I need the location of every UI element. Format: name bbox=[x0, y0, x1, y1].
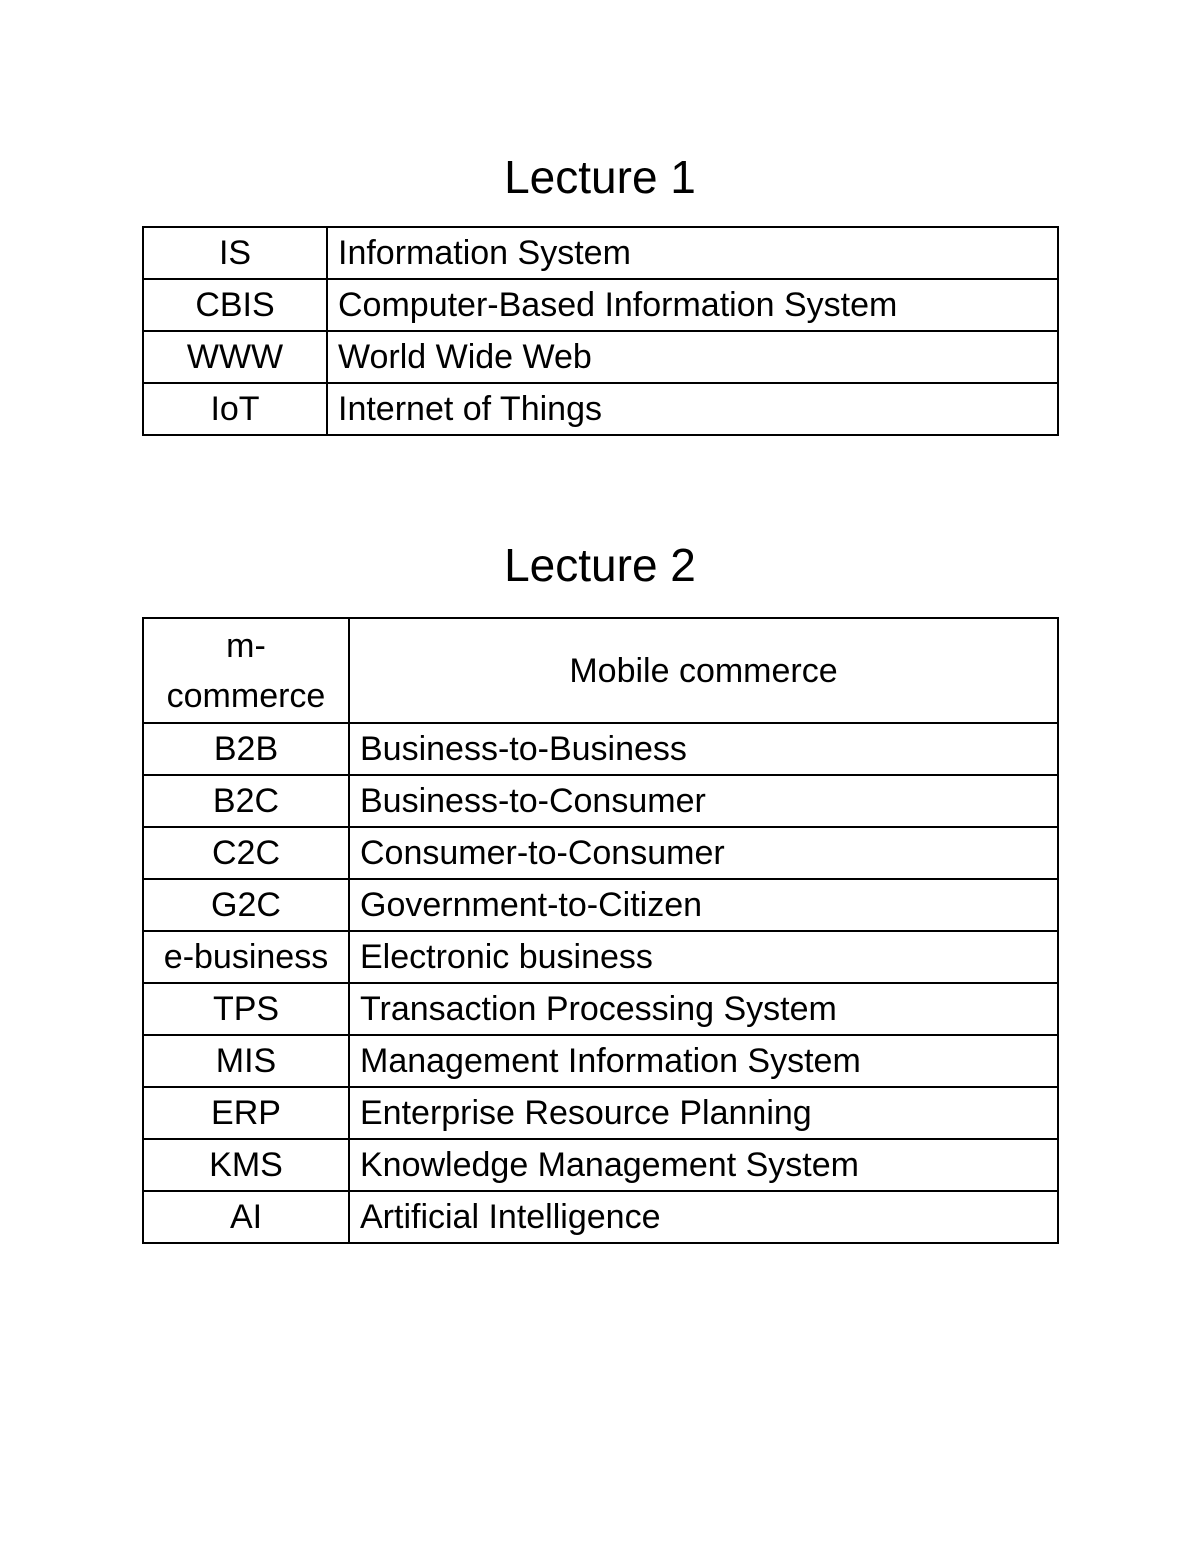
meaning-cell: Transaction Processing System bbox=[349, 983, 1058, 1035]
table-row bbox=[143, 279, 1058, 331]
meaning-cell: Information System bbox=[327, 227, 1058, 279]
meaning-cell: Business-to-Business bbox=[349, 723, 1058, 775]
abbreviation-cell: C2C bbox=[143, 827, 349, 879]
meaning-cell: Mobile commerce bbox=[349, 618, 1058, 723]
abbreviation-cell: B2B bbox=[143, 723, 349, 775]
meaning-cell: Artificial Intelligence bbox=[349, 1191, 1058, 1243]
meaning-cell: Management Information System bbox=[349, 1035, 1058, 1087]
abbreviation-cell: MIS bbox=[143, 1035, 349, 1087]
abbreviation-cell: ERP bbox=[143, 1087, 349, 1139]
table-row bbox=[143, 227, 1058, 279]
abbreviation-cell bbox=[143, 618, 349, 723]
abbreviation-cell: IS bbox=[143, 227, 327, 279]
abbreviation-cell: KMS bbox=[143, 1139, 349, 1191]
meaning-cell: Internet of Things bbox=[327, 383, 1058, 435]
meaning-cell: Consumer-to-Consumer bbox=[349, 827, 1058, 879]
table-row bbox=[143, 931, 1058, 983]
table-row bbox=[143, 1035, 1058, 1087]
lecture-2-table bbox=[142, 617, 1059, 1244]
meaning-cell: Electronic business bbox=[349, 931, 1058, 983]
table-row bbox=[143, 827, 1058, 879]
abbreviation-cell: AI bbox=[143, 1191, 349, 1243]
table-row bbox=[143, 383, 1058, 435]
abbreviation-cell: WWW bbox=[143, 331, 327, 383]
lecture-2-title: Lecture 2 bbox=[504, 539, 696, 591]
abbreviation-line-2: commerce bbox=[166, 676, 326, 715]
abbreviation-line-1: m- bbox=[226, 626, 266, 665]
abbreviation-cell: G2C bbox=[143, 879, 349, 931]
table-row bbox=[143, 618, 1058, 723]
meaning-cell: World Wide Web bbox=[327, 331, 1058, 383]
table-row bbox=[143, 1139, 1058, 1191]
table-row bbox=[143, 775, 1058, 827]
lecture-1-table bbox=[142, 226, 1059, 436]
table-row bbox=[143, 983, 1058, 1035]
abbreviation-cell: IoT bbox=[143, 383, 327, 435]
table-row bbox=[143, 1087, 1058, 1139]
table-row bbox=[143, 331, 1058, 383]
meaning-cell: Computer-Based Information System bbox=[327, 279, 1058, 331]
abbreviation-cell: B2C bbox=[143, 775, 349, 827]
abbreviation-cell: e-business bbox=[143, 931, 349, 983]
meaning-cell: Knowledge Management System bbox=[349, 1139, 1058, 1191]
table-row bbox=[143, 1191, 1058, 1243]
abbreviation-cell: TPS bbox=[143, 983, 349, 1035]
meaning-cell: Government-to-Citizen bbox=[349, 879, 1058, 931]
table-row bbox=[143, 723, 1058, 775]
lecture-1-title: Lecture 1 bbox=[504, 151, 696, 203]
table-row bbox=[143, 879, 1058, 931]
meaning-cell: Enterprise Resource Planning bbox=[349, 1087, 1058, 1139]
meaning-cell: Business-to-Consumer bbox=[349, 775, 1058, 827]
abbreviation-cell: CBIS bbox=[143, 279, 327, 331]
